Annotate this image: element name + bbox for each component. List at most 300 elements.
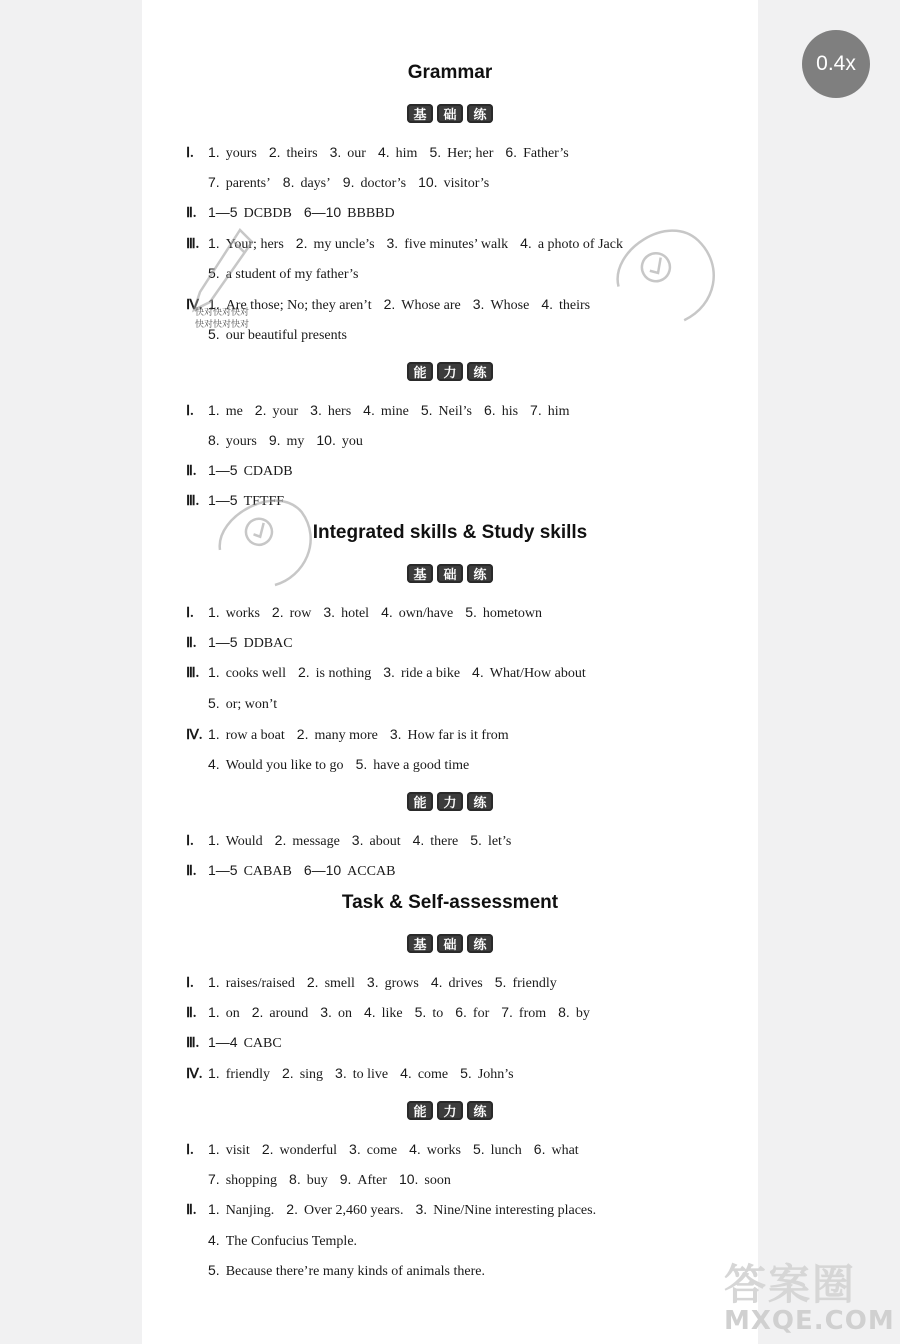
answer-item bbox=[296, 237, 375, 252]
answer-line bbox=[186, 234, 635, 254]
answer-line bbox=[186, 755, 481, 775]
answer-item bbox=[297, 728, 378, 743]
level-badge-char: 练 bbox=[467, 1101, 493, 1120]
answer-number: 5. bbox=[465, 604, 477, 620]
answer-item bbox=[208, 146, 257, 161]
answer-text: message bbox=[292, 834, 340, 849]
question-group-numeral: Ⅲ. bbox=[186, 666, 200, 681]
answer-number: 10. bbox=[418, 174, 438, 190]
answer-text: CABC bbox=[243, 1036, 282, 1051]
answer-text: my uncle’s bbox=[313, 237, 375, 252]
answer-item bbox=[282, 1067, 323, 1082]
answer-text: on bbox=[225, 1006, 240, 1021]
answer-item bbox=[429, 146, 493, 161]
answer-text: parents’ bbox=[225, 176, 271, 191]
answer-text: him bbox=[547, 404, 570, 419]
answer-line bbox=[186, 1200, 608, 1220]
answer-text: Over 2,460 years. bbox=[303, 1203, 404, 1218]
answer-number: 5. bbox=[208, 695, 220, 711]
answer-line bbox=[186, 461, 305, 481]
answer-text: many more bbox=[314, 728, 378, 743]
answer-text: Whose are bbox=[401, 298, 461, 313]
answer-number: 6—10 bbox=[303, 204, 342, 220]
question-group-numeral: Ⅱ. bbox=[186, 864, 197, 879]
answer-number: 2. bbox=[306, 974, 319, 990]
answer-item bbox=[208, 636, 293, 651]
answer-text: raises/raised bbox=[225, 976, 295, 991]
level-badge-basic bbox=[0, 564, 900, 583]
answer-text: Neil’s bbox=[438, 404, 472, 419]
answer-item bbox=[208, 1067, 270, 1082]
answer-number: 5. bbox=[355, 756, 368, 772]
answer-number: 1. bbox=[208, 1141, 220, 1157]
answer-text: you bbox=[341, 434, 363, 449]
answer-item bbox=[208, 666, 286, 681]
answer-text: around bbox=[269, 1006, 309, 1021]
question-group-numeral: Ⅰ. bbox=[186, 1143, 194, 1158]
answer-text: Her; her bbox=[447, 146, 494, 161]
answer-text: John’s bbox=[477, 1067, 514, 1082]
answer-number: 1. bbox=[208, 1065, 220, 1081]
answer-text: on bbox=[337, 1006, 352, 1021]
answer-text: DCBDB bbox=[243, 206, 292, 221]
answer-item bbox=[534, 1143, 579, 1158]
answer-number: 4. bbox=[208, 756, 220, 772]
answer-text: friendly bbox=[225, 1067, 271, 1082]
answer-text: to live bbox=[352, 1067, 389, 1082]
answer-text: cooks well bbox=[225, 666, 286, 681]
answer-number: 3. bbox=[472, 296, 485, 312]
answer-number: 6. bbox=[505, 144, 518, 160]
answer-number: 4. bbox=[400, 1065, 412, 1081]
answer-text: Because there’re many kinds of animals there. bbox=[225, 1264, 485, 1279]
zoom-level-badge[interactable]: 0.4x bbox=[802, 30, 870, 98]
watermark-text: 快对快对快对 bbox=[195, 308, 250, 318]
answer-text: visit bbox=[225, 1143, 250, 1158]
answer-text: theirs bbox=[286, 146, 318, 161]
answer-number: 1. bbox=[208, 604, 220, 620]
answer-item bbox=[364, 1006, 403, 1021]
answer-number: 3. bbox=[323, 604, 336, 620]
question-group-numeral: Ⅱ. bbox=[186, 206, 197, 221]
answer-item bbox=[208, 728, 285, 743]
level-badge-ability bbox=[0, 362, 900, 381]
level-badge-ability bbox=[0, 792, 900, 811]
level-badge-ability bbox=[0, 1101, 900, 1120]
answer-item bbox=[208, 1036, 282, 1051]
answer-text: is nothing bbox=[315, 666, 372, 681]
answer-number: 5. bbox=[414, 1004, 427, 1020]
level-badge-char: 能 bbox=[407, 792, 433, 811]
answer-item bbox=[390, 728, 509, 743]
answer-item bbox=[473, 298, 530, 313]
answer-item bbox=[473, 1143, 522, 1158]
answer-text: TFTFF bbox=[243, 494, 285, 509]
answer-text: visitor’s bbox=[443, 176, 490, 191]
answer-number: 3. bbox=[329, 144, 342, 160]
level-badge-basic bbox=[0, 104, 900, 123]
answer-number: 2. bbox=[286, 1201, 298, 1217]
answer-line bbox=[186, 401, 582, 421]
answer-number: 4. bbox=[377, 144, 390, 160]
answer-text: How far is it from bbox=[407, 728, 509, 743]
answer-number: 1. bbox=[208, 974, 220, 990]
answer-number: 3. bbox=[335, 1065, 347, 1081]
answer-line bbox=[186, 491, 296, 511]
answer-line bbox=[186, 861, 407, 881]
level-badge-char: 练 bbox=[467, 564, 493, 583]
answer-number: 7. bbox=[501, 1004, 513, 1020]
answer-number: 4. bbox=[363, 402, 375, 418]
answer-item bbox=[304, 206, 395, 221]
level-badge-char: 础 bbox=[437, 934, 463, 953]
answer-number: 4. bbox=[381, 604, 393, 620]
question-group-numeral: Ⅰ. bbox=[186, 146, 194, 161]
answer-text: for bbox=[472, 1006, 490, 1021]
answer-number: 10. bbox=[398, 1171, 419, 1187]
answer-item bbox=[455, 1006, 489, 1021]
answer-text: ACCAB bbox=[347, 864, 396, 879]
section-title-grammar: Grammar bbox=[407, 62, 493, 83]
answer-number: 2. bbox=[383, 296, 396, 312]
answer-text: him bbox=[395, 146, 418, 161]
level-badge-char: 础 bbox=[437, 564, 463, 583]
answer-number: 3. bbox=[389, 726, 402, 742]
answer-text: have a good time bbox=[373, 758, 470, 773]
answer-text: After bbox=[357, 1173, 387, 1188]
answer-item bbox=[387, 237, 509, 252]
answer-line bbox=[186, 663, 598, 683]
answer-line bbox=[186, 1231, 369, 1251]
answer-item bbox=[558, 1006, 590, 1021]
answer-text: lunch bbox=[490, 1143, 522, 1158]
answer-number: 8. bbox=[558, 1004, 570, 1020]
answer-text: soon bbox=[424, 1173, 451, 1188]
answer-number: 1—5 bbox=[208, 462, 238, 478]
answer-item bbox=[399, 1173, 451, 1188]
question-group-numeral: Ⅲ. bbox=[186, 494, 200, 509]
answer-item bbox=[307, 976, 355, 991]
answer-item bbox=[520, 237, 623, 252]
answer-item bbox=[255, 404, 298, 419]
question-group-numeral: Ⅳ. bbox=[186, 1067, 203, 1082]
answer-number: 5. bbox=[470, 832, 482, 848]
answer-item bbox=[383, 666, 460, 681]
answer-item bbox=[208, 864, 292, 879]
answer-text: a student of my father’s bbox=[225, 267, 359, 282]
level-badge-char: 练 bbox=[467, 104, 493, 123]
level-badge-char: 力 bbox=[437, 792, 463, 811]
answer-number: 6. bbox=[484, 402, 496, 418]
answer-line bbox=[186, 973, 569, 993]
answer-number: 9. bbox=[268, 432, 281, 448]
answer-number: 3. bbox=[366, 974, 379, 990]
answer-item bbox=[541, 298, 590, 313]
answer-number: 4. bbox=[430, 974, 443, 990]
answer-text: to bbox=[432, 1006, 444, 1021]
answer-item bbox=[208, 834, 263, 849]
answer-text: doctor’s bbox=[360, 176, 407, 191]
answer-line bbox=[186, 143, 581, 163]
answer-item bbox=[323, 606, 369, 621]
answer-item bbox=[384, 298, 461, 313]
answer-number: 8. bbox=[282, 174, 295, 190]
answer-item bbox=[530, 404, 569, 419]
answer-item bbox=[208, 237, 284, 252]
answer-text: Whose bbox=[490, 298, 530, 313]
answer-item bbox=[208, 494, 284, 509]
answer-item bbox=[252, 1006, 309, 1021]
answer-number: 6. bbox=[533, 1141, 546, 1157]
answer-number: 2. bbox=[271, 604, 284, 620]
answer-number: 4. bbox=[208, 1232, 220, 1248]
answer-number: 7. bbox=[208, 174, 220, 190]
answer-item bbox=[363, 404, 409, 419]
answer-number: 5. bbox=[429, 144, 442, 160]
answer-number: 3. bbox=[415, 1201, 428, 1217]
answer-text: what bbox=[551, 1143, 579, 1158]
answer-item bbox=[495, 976, 557, 991]
answer-number: 4. bbox=[520, 235, 532, 251]
answer-line bbox=[186, 431, 375, 451]
answer-item bbox=[283, 176, 331, 191]
answer-item bbox=[352, 834, 401, 849]
answer-text: five minutes’ walk bbox=[404, 237, 509, 252]
answer-number: 3. bbox=[349, 1141, 361, 1157]
level-badge-char: 基 bbox=[407, 934, 433, 953]
answer-item bbox=[367, 976, 419, 991]
answer-line bbox=[186, 1003, 602, 1023]
answer-number: 9. bbox=[342, 174, 355, 190]
answer-number: 3. bbox=[383, 664, 395, 680]
answer-item bbox=[316, 434, 362, 449]
question-group-numeral: Ⅱ. bbox=[186, 1203, 197, 1218]
answer-line bbox=[186, 203, 407, 223]
answer-number: 2. bbox=[295, 235, 308, 251]
answer-item bbox=[460, 1067, 513, 1082]
answer-item bbox=[349, 1143, 397, 1158]
answer-item bbox=[289, 1173, 328, 1188]
answer-number: 1. bbox=[208, 296, 220, 312]
answer-line bbox=[186, 1170, 463, 1190]
answer-number: 1. bbox=[208, 1201, 220, 1217]
answer-number: 2. bbox=[261, 1141, 274, 1157]
answer-number: 8. bbox=[289, 1171, 301, 1187]
answer-text: row a boat bbox=[225, 728, 285, 743]
answer-line bbox=[186, 1033, 294, 1053]
answer-number: 1. bbox=[208, 726, 220, 742]
answer-text: come bbox=[417, 1067, 449, 1082]
answer-number: 5. bbox=[208, 265, 220, 281]
answer-text: wonderful bbox=[279, 1143, 338, 1158]
answer-text: yours bbox=[225, 434, 257, 449]
answer-text: grows bbox=[384, 976, 419, 991]
answer-item bbox=[304, 864, 396, 879]
answer-number: 4. bbox=[412, 832, 425, 848]
answer-item bbox=[208, 1006, 240, 1021]
level-badge-char: 练 bbox=[467, 792, 493, 811]
answer-item bbox=[208, 758, 344, 773]
answer-text: CDADB bbox=[243, 464, 293, 479]
answer-text: our bbox=[347, 146, 366, 161]
answer-text: hotel bbox=[341, 606, 370, 621]
answer-number: 1—5 bbox=[208, 634, 238, 650]
answer-item bbox=[208, 176, 271, 191]
answer-number: 1. bbox=[208, 1004, 220, 1020]
answer-number: 2. bbox=[274, 832, 287, 848]
answer-text: row bbox=[289, 606, 312, 621]
answer-text: his bbox=[501, 404, 519, 419]
answer-text: me bbox=[225, 404, 243, 419]
answer-line bbox=[186, 173, 501, 193]
answer-number: 3. bbox=[320, 1004, 332, 1020]
answer-text: drives bbox=[448, 976, 483, 991]
answer-number: 2. bbox=[268, 144, 281, 160]
answer-item bbox=[320, 1006, 352, 1021]
answer-text: What/How about bbox=[489, 666, 586, 681]
answer-line bbox=[186, 633, 305, 653]
question-group-numeral: Ⅰ. bbox=[186, 834, 194, 849]
answer-text: Would bbox=[225, 834, 263, 849]
level-badge-char: 能 bbox=[407, 362, 433, 381]
answer-number: 4. bbox=[409, 1141, 421, 1157]
answer-item bbox=[208, 606, 260, 621]
answer-item bbox=[208, 697, 277, 712]
answer-item bbox=[356, 758, 470, 773]
answer-text: days’ bbox=[300, 176, 331, 191]
answer-item bbox=[310, 404, 351, 419]
answer-line bbox=[186, 831, 523, 851]
answer-line bbox=[186, 694, 289, 714]
answer-item bbox=[208, 206, 292, 221]
answer-text: shopping bbox=[225, 1173, 278, 1188]
answer-number: 2. bbox=[251, 1004, 264, 1020]
answer-text: theirs bbox=[559, 298, 591, 313]
answer-line bbox=[186, 725, 521, 745]
answer-text: works bbox=[426, 1143, 461, 1158]
answer-number: 3. bbox=[386, 235, 399, 251]
answer-number: 2. bbox=[254, 402, 267, 418]
answer-line bbox=[186, 1064, 526, 1084]
level-badge-char: 基 bbox=[407, 104, 433, 123]
answer-item bbox=[484, 404, 518, 419]
answer-item bbox=[208, 404, 243, 419]
answer-text: friendly bbox=[512, 976, 557, 991]
answer-number: 3. bbox=[310, 402, 322, 418]
answer-text: works bbox=[225, 606, 260, 621]
level-badge-char: 力 bbox=[437, 1101, 463, 1120]
answer-item bbox=[208, 1173, 277, 1188]
answer-text: Nanjing. bbox=[225, 1203, 275, 1218]
answer-text: Father’s bbox=[523, 146, 569, 161]
answer-number: 4. bbox=[541, 296, 554, 312]
answer-text: my bbox=[286, 434, 305, 449]
answer-text: from bbox=[518, 1006, 547, 1021]
question-group-numeral: Ⅱ. bbox=[186, 636, 197, 651]
answer-item bbox=[269, 146, 318, 161]
answer-text: a photo of Jack bbox=[537, 237, 623, 252]
answer-text: like bbox=[381, 1006, 403, 1021]
answer-item bbox=[208, 1143, 250, 1158]
answer-item bbox=[286, 1203, 403, 1218]
answer-text: buy bbox=[306, 1173, 328, 1188]
answer-number: 5. bbox=[208, 1262, 220, 1278]
answer-number: 1—5 bbox=[208, 862, 238, 878]
answer-number: 6. bbox=[455, 1004, 467, 1020]
answer-number: 1—4 bbox=[208, 1034, 238, 1050]
question-group-numeral: Ⅱ. bbox=[186, 1006, 197, 1021]
answer-item bbox=[343, 176, 406, 191]
question-group-numeral: Ⅲ. bbox=[186, 237, 200, 252]
answer-number: 5. bbox=[472, 1141, 485, 1157]
question-group-numeral: Ⅳ. bbox=[186, 728, 203, 743]
level-badge-char: 练 bbox=[467, 362, 493, 381]
question-group-numeral: Ⅰ. bbox=[186, 606, 194, 621]
question-group-numeral: Ⅰ. bbox=[186, 404, 194, 419]
answer-item bbox=[381, 606, 453, 621]
answer-number: 1. bbox=[208, 664, 220, 680]
answer-item bbox=[335, 1067, 388, 1082]
answer-number: 5. bbox=[208, 326, 220, 342]
answer-number: 6—10 bbox=[303, 862, 342, 878]
answer-text: hometown bbox=[482, 606, 542, 621]
answer-number: 7. bbox=[530, 402, 542, 418]
answer-number: 1. bbox=[208, 235, 220, 251]
answer-text: smell bbox=[324, 976, 355, 991]
answer-number: 1. bbox=[208, 402, 220, 418]
answer-text: ride a bike bbox=[400, 666, 461, 681]
answer-text: CABAB bbox=[243, 864, 292, 879]
answer-item bbox=[298, 666, 371, 681]
answer-line bbox=[186, 1261, 497, 1281]
answer-line bbox=[186, 603, 554, 623]
answer-item bbox=[340, 1173, 387, 1188]
answer-text: The Confucius Temple. bbox=[225, 1234, 358, 1249]
answer-text: own/have bbox=[398, 606, 454, 621]
answer-number: 5. bbox=[494, 974, 507, 990]
answer-text: sing bbox=[299, 1067, 324, 1082]
level-badge-char: 力 bbox=[437, 362, 463, 381]
answer-number: 1—5 bbox=[208, 492, 238, 508]
answer-number: 7. bbox=[208, 1171, 220, 1187]
answer-text: come bbox=[366, 1143, 398, 1158]
answer-number: 4. bbox=[472, 664, 484, 680]
answer-item bbox=[275, 834, 340, 849]
answer-number: 4. bbox=[363, 1004, 376, 1020]
answer-item bbox=[208, 1264, 485, 1279]
level-badge-char: 基 bbox=[407, 564, 433, 583]
answer-item bbox=[208, 464, 293, 479]
answer-number: 9. bbox=[339, 1171, 352, 1187]
answer-number: 10. bbox=[316, 432, 336, 448]
answer-text: yours bbox=[225, 146, 257, 161]
answer-number: 2. bbox=[282, 1065, 294, 1081]
answer-item bbox=[505, 146, 568, 161]
answer-number: 1—5 bbox=[208, 204, 238, 220]
answer-text: about bbox=[369, 834, 401, 849]
answer-number: 5. bbox=[460, 1065, 472, 1081]
answer-text: mine bbox=[380, 404, 409, 419]
answer-item bbox=[470, 834, 511, 849]
answer-text: or; won’t bbox=[225, 697, 278, 712]
level-badge-char: 础 bbox=[437, 104, 463, 123]
question-group-numeral: Ⅰ. bbox=[186, 976, 194, 991]
answer-text: there bbox=[430, 834, 459, 849]
answer-item bbox=[416, 1203, 597, 1218]
answer-item bbox=[400, 1067, 448, 1082]
answer-item bbox=[208, 434, 257, 449]
watermark-text: 快对快对快对 bbox=[195, 320, 250, 330]
